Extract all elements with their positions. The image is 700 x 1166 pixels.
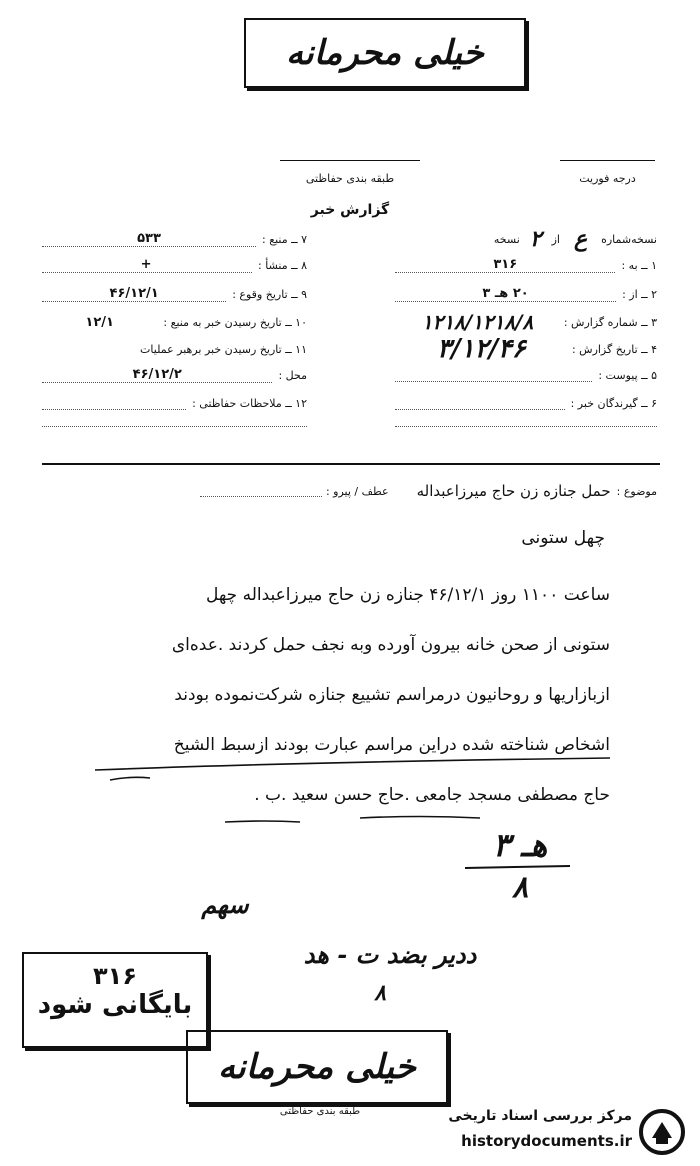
left-fields (42, 228, 307, 427)
watermark-line2: historydocuments.ir (461, 1132, 632, 1150)
bottom-confidential-stamp (186, 1030, 448, 1104)
watermark-line1: مرکز بررسی اسناد تاریخی (448, 1108, 632, 1124)
archive-number: ۳۱۶ (93, 962, 137, 990)
header-rule-left (280, 160, 420, 161)
field-event-date: ۹ ــ تاریخ وقوع : ۴۶/۱۲/۱ (42, 280, 307, 308)
body-line-4: اشخاص شناخته شده دراین مراسم عبارت بودند ازسبط الشیخ (173, 735, 610, 755)
field-security-notes: ۱۲ ــ ملاحظات حفاظتی : (42, 388, 307, 418)
top-confidential-stamp (244, 18, 526, 88)
field-source: ۷ ــ منبع : ۵۳۳ (42, 228, 307, 250)
subject-text: حمل جنازه زن حاج میرزاعبداله (416, 482, 611, 500)
underline-3 (225, 821, 300, 822)
body-line-2: ستونی از صحن خانه بیرون آورده وبه نجف حمل کردند .عده‌ای (171, 635, 610, 655)
archive-logo-icon (638, 1108, 686, 1156)
reference-label: عطف / پیرو : (325, 484, 389, 498)
archive-stamp (22, 952, 208, 1048)
urgency-label: درجه فوریت (579, 172, 636, 185)
body-text (80, 570, 610, 820)
right-fields (395, 228, 657, 427)
form-title: گزارش خبر (310, 202, 390, 218)
fraction-bar (465, 866, 570, 868)
bottom-stamp-text: خیلی محرمانه (218, 1047, 416, 1087)
subject-divider (42, 463, 660, 465)
subject-row (200, 482, 657, 500)
field-report-date: ۴ ــ تاریخ گزارش : ۳/۱۲/۴۶ (437, 334, 657, 364)
body-line-3: ازبازاریها و روحانیون درمراسم تشییع جنازه شرکت‌نموده بودند (174, 685, 610, 705)
field-from: ۲ ــ از : ۲۰ هـ ۳ (395, 280, 657, 308)
header-rule-right (560, 160, 655, 161)
field-origin: ۸ ــ منشأ : + (42, 250, 307, 280)
fraction-bottom: ۸ (511, 870, 529, 905)
body-line-1: ساعت ۱۱۰۰ روز ۴۶/۱۲/۱ جنازه زن حاج میرزاعبداله چهل (205, 585, 610, 605)
note-1: سهم (201, 890, 249, 919)
body-heading: چهل ستونی (521, 528, 605, 548)
note-2: ددیر بضد ت - هد (303, 940, 477, 969)
field-received-op: ۱۱ ــ تاریخ رسیدن خبر برهبر عملیات (140, 342, 307, 356)
field-to: ۱ ــ به : ۳۱۶ (395, 250, 657, 280)
left-blank-line (42, 418, 307, 427)
field-attachment: ۵ ــ پیوست : (395, 362, 657, 388)
top-stamp-text: خیلی محرمانه (286, 33, 484, 73)
note-3: ۸ (374, 980, 386, 1006)
field-location: محل : ۴۶/۱۲/۲ (42, 362, 307, 388)
subject-label: موضوع : (616, 484, 657, 498)
right-blank-line (395, 418, 657, 427)
bottom-stamp-caption: طبقه بندی حفاظتی (279, 1106, 361, 1117)
field-recipients: ۶ ــ گیرندگان خبر : (395, 388, 657, 418)
body-line-5: حاج مصطفی مسجد جامعی .حاج حسن سعید .ب . (254, 785, 610, 805)
fraction-top: هـ ۳ (492, 826, 548, 864)
classification-label: طبقه بندی حفاظتی (305, 172, 395, 185)
field-report-number: ۳ ــ شماره گزارش : ۱۲۱۸/۱۲۱۸/۸ (421, 310, 657, 334)
field-received-source: ۱۰ ــ تاریخ رسیدن خبر به منبع : ۱۲/۱ (85, 314, 307, 330)
watermark (440, 1106, 690, 1158)
field-copy-number: نسخه‌شماره ع از ۲ نسخه (493, 226, 657, 252)
archive-text: بایگانی شود (37, 990, 193, 1020)
